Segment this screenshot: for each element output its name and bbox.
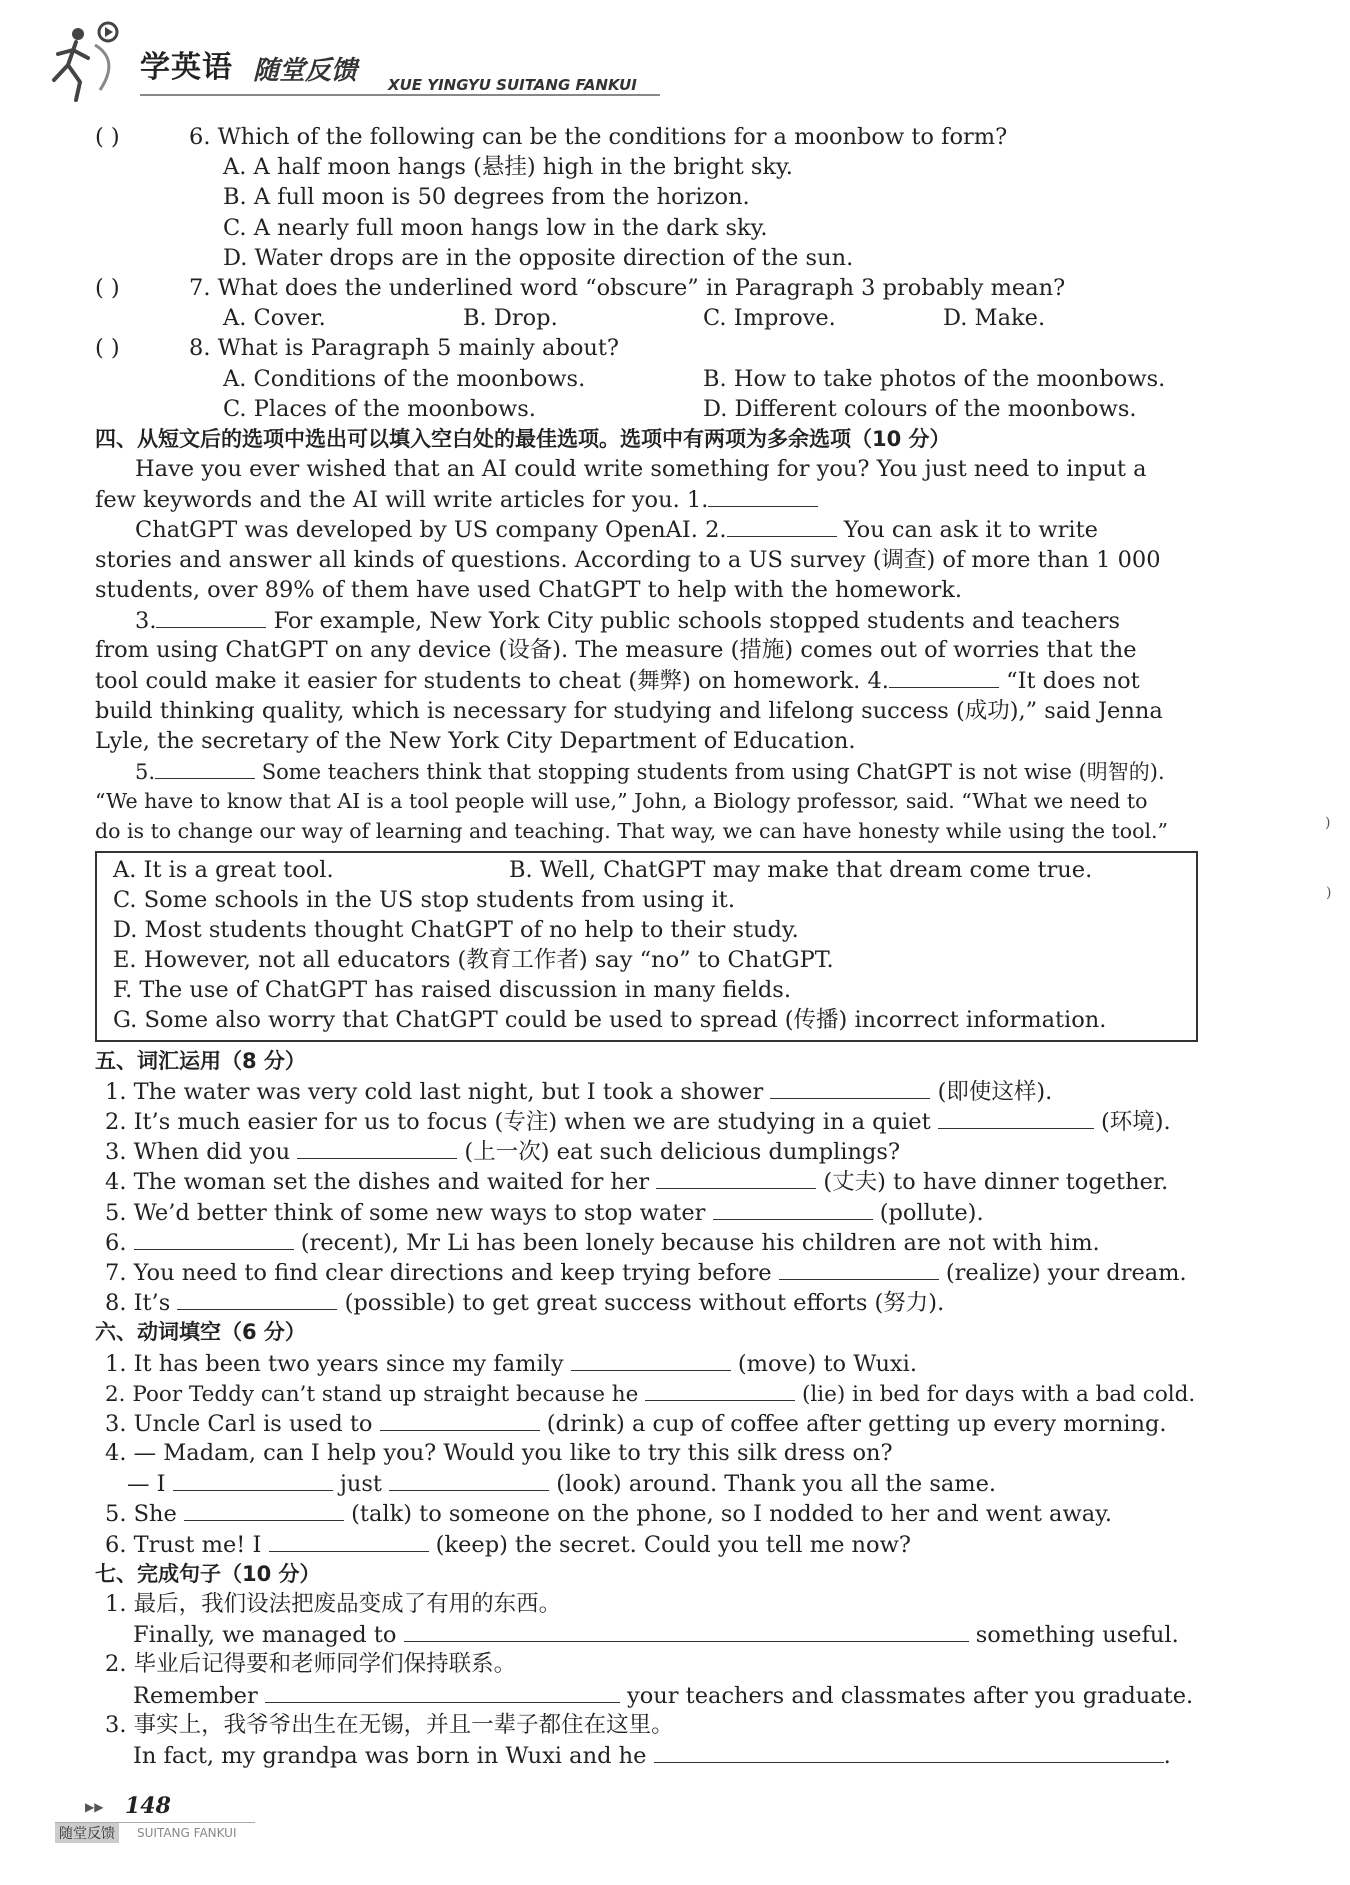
answer-blank[interactable] bbox=[779, 1257, 939, 1280]
option-e: E. However, not all educators (教育工作者) say “no” to ChatGPT. bbox=[113, 947, 834, 974]
passage-text: tool could make it easier for students to cheat (舞弊) on homework. 4. bbox=[95, 668, 889, 695]
option-b: B. Well, ChatGPT may make that dream come true. bbox=[509, 856, 1093, 883]
passage-text: “It does not bbox=[1006, 668, 1140, 695]
item-hint: (pollute). bbox=[879, 1199, 984, 1226]
passage-line: from using ChatGPT on any device (设备). The measure (措施) comes out of worries that the bbox=[95, 637, 1137, 664]
sentence-answer bbox=[95, 1619, 1210, 1649]
option: A. A half moon hangs (悬挂) high in the bright sky. bbox=[223, 154, 793, 181]
answer-bracket[interactable]: ( ) bbox=[95, 335, 120, 362]
item-hint: (look) around. Thank you all the same. bbox=[556, 1471, 997, 1498]
sentence-prompt: 1. 最后，我们设法把废品变成了有用的东西。 bbox=[105, 1591, 562, 1617]
page-number: 148 bbox=[125, 1793, 171, 1819]
answer-blank[interactable] bbox=[269, 1529, 429, 1552]
answer-blank[interactable] bbox=[656, 1166, 816, 1189]
option: B. How to take photos of the moonbows. bbox=[703, 365, 1166, 392]
passage-text: 5. bbox=[135, 759, 156, 784]
option: C. Places of the moonbows. bbox=[223, 395, 536, 422]
vocab-item bbox=[95, 1257, 1210, 1287]
item-text: . bbox=[1163, 1742, 1171, 1769]
verb-item bbox=[95, 1378, 1210, 1408]
item-text: 3. When did you bbox=[105, 1139, 291, 1166]
item-hint: (上一次) eat such delicious dumplings? bbox=[464, 1139, 901, 1166]
margin-mark: ) bbox=[1325, 815, 1331, 831]
vocab-item bbox=[95, 1197, 1210, 1227]
item-text: your teachers and classmates after you graduate. bbox=[627, 1682, 1194, 1709]
page-header bbox=[40, 20, 660, 105]
item-text: 7. You need to find clear directions and keep trying before bbox=[105, 1259, 772, 1286]
passage-text: Some teachers think that stopping students from using ChatGPT is not wise (明智的). bbox=[261, 759, 1165, 784]
item-text: 8. It’s bbox=[105, 1290, 171, 1317]
item-text: 1. It has been two years since my family bbox=[105, 1350, 564, 1377]
item-text: 6. Trust me! I bbox=[105, 1531, 262, 1558]
passage-line: students, over 89% of them have used ChatGPT to help with the homework. bbox=[95, 576, 963, 603]
answer-blank[interactable] bbox=[177, 1287, 337, 1310]
item-hint: (丈夫) to have dinner together. bbox=[823, 1169, 1169, 1196]
answer-bracket[interactable]: ( ) bbox=[95, 274, 120, 301]
blank-5[interactable] bbox=[155, 756, 255, 779]
item-text: 4. The woman set the dishes and waited for her bbox=[105, 1169, 650, 1196]
verb-item bbox=[95, 1408, 1210, 1438]
answer-blank[interactable] bbox=[938, 1106, 1094, 1129]
option: B. Drop. bbox=[463, 305, 558, 332]
vocab-item bbox=[95, 1166, 1210, 1196]
item-text: 2. It’s much easier for us to focus (专注) when we are studying in a quiet bbox=[105, 1109, 931, 1135]
item-text: 5. She bbox=[105, 1501, 177, 1528]
passage-line: build thinking quality, which is necessary for studying and lifelong success (成功),” said Jenna bbox=[95, 697, 1163, 724]
passage-text: For example, New York City public schools stopped students and teachers bbox=[273, 608, 1121, 634]
item-hint: (lie) in bed for days with a bad cold. bbox=[802, 1381, 1196, 1407]
item-text: 6. bbox=[105, 1229, 127, 1256]
option-f: F. The use of ChatGPT has raised discussion in many fields. bbox=[113, 977, 792, 1004]
options-row bbox=[95, 394, 1210, 424]
answer-blank[interactable] bbox=[654, 1740, 1164, 1763]
passage-line: Have you ever wished that an AI could write something for you? You just need to input a bbox=[135, 456, 1147, 483]
answer-blank[interactable] bbox=[134, 1227, 294, 1250]
passage-line bbox=[95, 605, 1210, 635]
item-text: In fact, my grandpa was born in Wuxi and he bbox=[133, 1742, 647, 1769]
item-hint: (keep) the secret. Could you tell me now? bbox=[435, 1531, 911, 1558]
question-stem: 7. What does the underlined word “obscure” in Paragraph 3 probably mean? bbox=[189, 274, 1066, 301]
sentence-answer bbox=[95, 1680, 1210, 1710]
options-row bbox=[113, 855, 1196, 885]
item-text: 4. — Madam, can I help you? Would you like to try this silk dress on? bbox=[105, 1440, 893, 1467]
answer-blank[interactable] bbox=[645, 1378, 795, 1401]
section-6-heading: 六、动词填空（6 分） bbox=[95, 1320, 306, 1345]
item-hint: (realize) your dream. bbox=[945, 1259, 1187, 1286]
options-box bbox=[95, 851, 1198, 1042]
item-text: just bbox=[339, 1471, 382, 1498]
answer-blank[interactable] bbox=[770, 1076, 930, 1099]
item-hint: (possible) to get great success without efforts (努力). bbox=[344, 1290, 945, 1317]
item-text: Finally, we managed to bbox=[133, 1622, 397, 1649]
runner-logo-icon bbox=[40, 20, 140, 105]
verb-item bbox=[95, 1498, 1210, 1528]
blank-1[interactable] bbox=[708, 484, 818, 507]
verb-item bbox=[95, 1438, 1210, 1468]
section-5-heading: 五、词汇运用（8 分） bbox=[95, 1048, 306, 1073]
passage-line bbox=[95, 484, 1210, 514]
footer-label: 随堂反馈 bbox=[55, 1823, 119, 1843]
vocab-item bbox=[95, 1287, 1210, 1317]
answer-blank[interactable] bbox=[404, 1619, 969, 1642]
question-7 bbox=[95, 273, 1210, 303]
item-hint: (环境). bbox=[1100, 1109, 1171, 1135]
item-hint: (move) to Wuxi. bbox=[737, 1350, 917, 1377]
blank-2[interactable] bbox=[727, 514, 837, 537]
passage-line bbox=[95, 514, 1210, 544]
item-hint: (drink) a cup of coffee after getting up every morning. bbox=[546, 1410, 1167, 1437]
section-7-heading: 七、完成句子（10 分） bbox=[95, 1561, 321, 1586]
options-row bbox=[95, 303, 1210, 333]
options-row bbox=[95, 364, 1210, 394]
passage-line bbox=[95, 756, 1210, 786]
passage-text: You can ask it to write bbox=[843, 517, 1098, 544]
blank-3[interactable] bbox=[156, 605, 266, 628]
option: A. Conditions of the moonbows. bbox=[223, 365, 586, 392]
passage-line: stories and answer all kinds of questions. According to a US survey (调查) of more than 1 000 bbox=[95, 546, 1161, 573]
answer-blank[interactable] bbox=[389, 1468, 549, 1491]
answer-blank[interactable] bbox=[713, 1197, 873, 1220]
item-hint: (recent), Mr Li has been lonely because his children are not with him. bbox=[300, 1229, 1100, 1256]
passage-line: do is to change our way of learning and teaching. That way, we can have honesty while using the tool.” bbox=[95, 819, 1169, 844]
option: C. A nearly full moon hangs low in the dark sky. bbox=[223, 214, 768, 241]
answer-blank[interactable] bbox=[571, 1348, 731, 1371]
passage-text: 3. bbox=[135, 608, 157, 634]
passage-line: Lyle, the secretary of the New York City Department of Education. bbox=[95, 727, 856, 754]
item-text: — I bbox=[127, 1471, 166, 1498]
arrows-icon: ▶▶ bbox=[85, 1800, 104, 1814]
question-6 bbox=[95, 122, 1210, 152]
vocab-item bbox=[95, 1076, 1210, 1106]
header-title: 学英语 bbox=[140, 50, 233, 85]
option: C. Improve. bbox=[703, 305, 836, 332]
option: D. Different colours of the moonbows. bbox=[703, 395, 1137, 422]
blank-4[interactable] bbox=[889, 665, 999, 688]
option: D. Make. bbox=[943, 305, 1046, 332]
passage-text: ChatGPT was developed by US company OpenAI. 2. bbox=[135, 517, 727, 544]
margin-mark: ) bbox=[1326, 885, 1332, 901]
answer-blank[interactable] bbox=[184, 1498, 344, 1521]
question-stem: 8. What is Paragraph 5 mainly about? bbox=[189, 335, 619, 362]
answer-bracket[interactable]: ( ) bbox=[95, 124, 120, 150]
sentence-prompt: 3. 事实上，我爷爷出生在无锡，并且一辈子都住在这里。 bbox=[105, 1711, 674, 1738]
option-g: G. Some also worry that ChatGPT could be used to spread (传播) incorrect information. bbox=[113, 1007, 1107, 1034]
passage-line bbox=[95, 665, 1210, 695]
header-subtitle: 随堂反馈 bbox=[253, 56, 358, 86]
verb-item bbox=[95, 1529, 1210, 1559]
option-a: A. It is a great tool. bbox=[113, 856, 334, 883]
option: A. Cover. bbox=[223, 305, 326, 332]
answer-blank[interactable] bbox=[265, 1680, 620, 1703]
question-8 bbox=[95, 333, 1210, 363]
header-rule bbox=[140, 94, 660, 96]
answer-blank[interactable] bbox=[173, 1468, 333, 1491]
answer-blank[interactable] bbox=[380, 1408, 540, 1431]
item-text: Remember bbox=[133, 1682, 258, 1709]
verb-item bbox=[95, 1468, 1210, 1498]
item-text: something useful. bbox=[975, 1622, 1179, 1649]
sentence-answer bbox=[95, 1740, 1210, 1770]
item-text: 2. Poor Teddy can’t stand up straight because he bbox=[105, 1381, 639, 1407]
item-text: 1. The water was very cold last night, but I took a shower bbox=[105, 1078, 764, 1105]
item-text: 3. Uncle Carl is used to bbox=[105, 1410, 373, 1437]
sentence-prompt: 2. 毕业后记得要和老师同学们保持联系。 bbox=[105, 1651, 517, 1678]
item-text: 5. We’d better think of some new ways to stop water bbox=[105, 1199, 706, 1226]
option: D. Water drops are in the opposite direction of the sun. bbox=[223, 244, 854, 271]
item-hint: (即使这样). bbox=[937, 1078, 1053, 1105]
passage-text: few keywords and the AI will write articles for you. 1. bbox=[95, 487, 709, 514]
answer-blank[interactable] bbox=[297, 1136, 457, 1159]
vocab-item bbox=[95, 1106, 1210, 1136]
item-hint: (talk) to someone on the phone, so I nodded to her and went away. bbox=[351, 1501, 1113, 1528]
verb-item bbox=[95, 1348, 1210, 1378]
page-content bbox=[95, 122, 1210, 1770]
passage-line: “We have to know that AI is a tool people will use,” John, a Biology professor, said. “What we need to bbox=[95, 789, 1148, 814]
vocab-item bbox=[95, 1227, 1210, 1257]
vocab-item bbox=[95, 1136, 1210, 1166]
section-4-heading: 四、从短文后的选项中选出可以填入空白处的最佳选项。选项中有两项为多余选项（10 分） bbox=[95, 426, 951, 451]
footer-pinyin: SUITANG FANKUI bbox=[137, 1826, 237, 1840]
option-d: D. Most students thought ChatGPT of no help to their study. bbox=[113, 916, 799, 943]
header-pinyin: XUE YINGYU SUITANG FANKUI bbox=[388, 76, 637, 94]
option: B. A full moon is 50 degrees from the horizon. bbox=[223, 184, 750, 211]
option-c: C. Some schools in the US stop students from using it. bbox=[113, 886, 735, 913]
question-stem: 6. Which of the following can be the conditions for a moonbow to form? bbox=[189, 124, 1008, 150]
